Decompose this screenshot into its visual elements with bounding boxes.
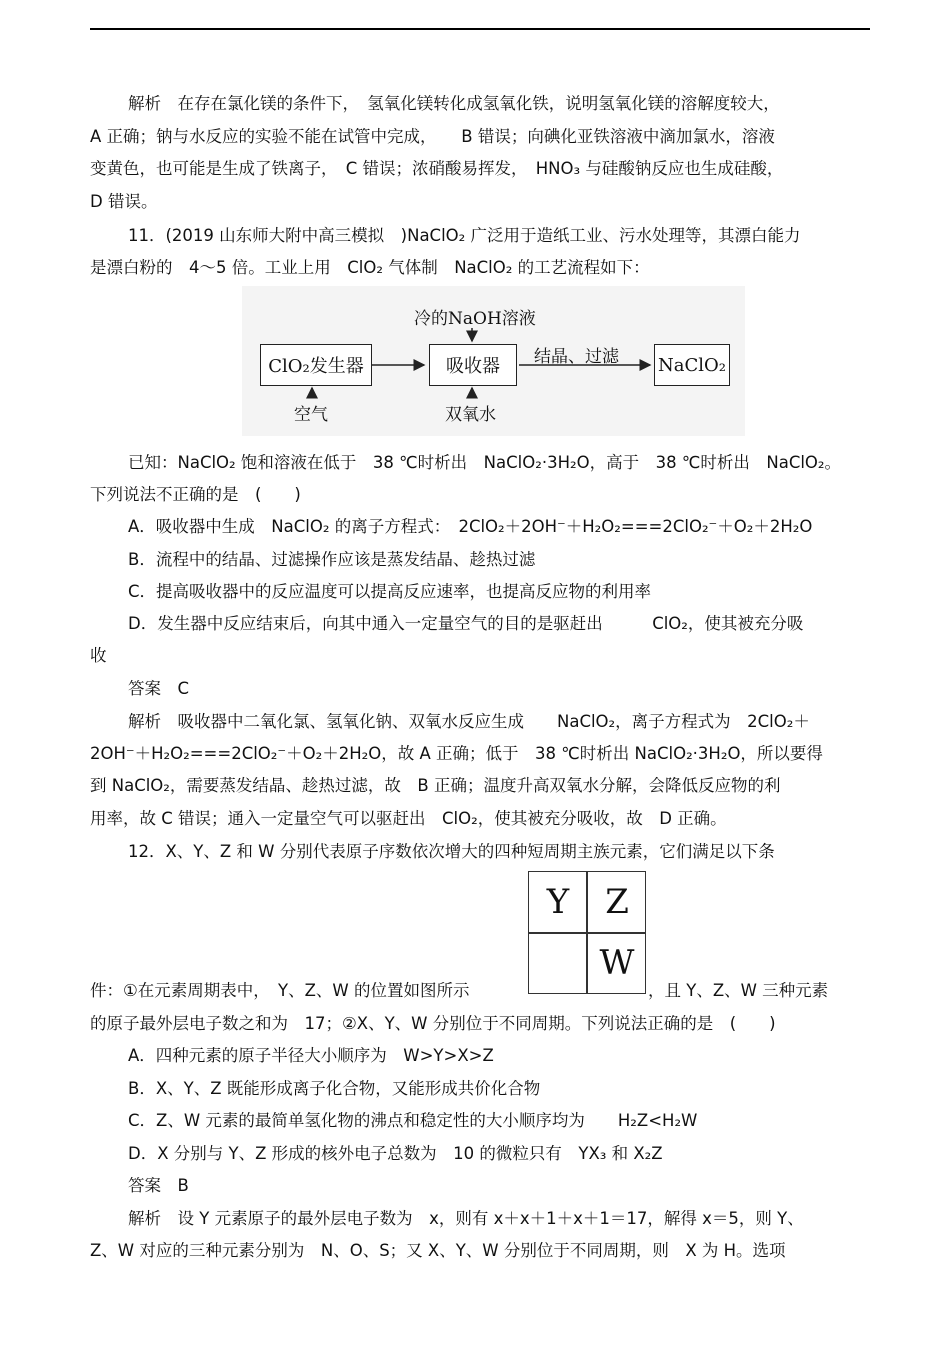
q11-stem-line-1: 11．(2019 山东师大附中高三模拟 )NaClO₂ 广泛用于造纸工业、污水处理等，其漂白能力 <box>128 226 801 245</box>
q11-option-d-line-2: 收 <box>90 646 107 665</box>
cell-z: Z <box>605 882 629 922</box>
q12-stem-line-2b: ，且 Y、Z、W 三种元素 <box>648 981 829 1000</box>
process-flow-diagram <box>242 286 745 436</box>
q11-analysis-line-1: 解析 吸收器中二氧化氯、氢氧化钠、双氧水反应生成 NaClO₂，离子方程式为 2ClO₂＋ <box>128 712 810 731</box>
q11-option-c: C．提高吸收器中的反应温度可以提高反应速率，也提高反应物的利用率 <box>128 582 652 601</box>
q11-stem-line-2: 是漂白粉的 4～5 倍。工业上用 ClO₂ 气体制 NaClO₂ 的工艺流程如下： <box>90 258 650 277</box>
cell-y: Y <box>546 882 570 922</box>
q11-answer: 答案 C <box>128 679 190 698</box>
q11-option-d-line-1: D．发生器中反应结束后，向其中通入一定量空气的目的是驱赶出 ClO₂，使其被充分吸 <box>128 614 804 633</box>
naclo2-product-box: NaClO₂ <box>654 344 730 386</box>
q10-analysis-line-1: 解析 在存在氯化镁的条件下， 氢氧化镁转化成氢氧化铁，说明氢氧化镁的溶解度较大， <box>128 94 780 113</box>
absorber-box: 吸收器 <box>429 344 517 386</box>
q12-option-a: A．四种元素的原子半径大小顺序为 W>Y>X>Z <box>128 1046 494 1065</box>
header-rule <box>90 28 870 30</box>
q11-analysis-line-2: 2OH⁻＋H₂O₂===2ClO₂⁻＋O₂＋2H₂O，故 A 正确；低于 38 ℃时析出 NaClO₂·3H₂O，所以要得 <box>90 744 823 763</box>
q11-known-line-1: 已知：NaClO₂ 饱和溶液在低于 38 ℃时析出 NaClO₂·3H₂O，高于 38 ℃时析出 NaClO₂。 <box>128 453 842 472</box>
q12-stem-line-3: 的原子最外层电子数之和为 17；②X、Y、W 分别位于不同周期。下列说法正确的是 ( ) <box>90 1014 776 1033</box>
q12-option-d: D．X 分别与 Y、Z 形成的核外电子总数为 10 的微粒只有 YX₃ 和 X₂Z <box>128 1144 663 1163</box>
q12-analysis-line-1: 解析 设 Y 元素原子的最外层电子数为 x，则有 x＋x＋1＋x＋1＝17，解得 x＝5，则 Y、 <box>128 1209 804 1228</box>
q11-option-a: A．吸收器中生成 NaClO₂ 的离子方程式： 2ClO₂＋2OH⁻＋H₂O₂===2ClO₂⁻＋O₂＋2H₂O <box>128 517 813 536</box>
q11-known-line-2: 下列说法不正确的是 ( ) <box>90 485 301 504</box>
q10-analysis-line-4: D 错误。 <box>90 192 158 211</box>
q11-analysis-line-4: 用率，故 C 错误；通入一定量空气可以驱赶出 ClO₂，使其被充分吸收，故 D 正确。 <box>90 809 727 828</box>
q12-stem-line-2a: 件：①在元素周期表中， Y、Z、W 的位置如图所示 <box>90 981 470 1000</box>
q10-analysis-line-3: 变黄色，也可能是生成了铁离子， C 错误；浓硝酸易挥发， HNO₃ 与硅酸钠反应也生成硅酸， <box>90 159 784 178</box>
periodic-table-fragment <box>528 871 646 994</box>
clo2-generator-box: ClO₂发生器 <box>260 344 372 386</box>
q12-analysis-line-2: Z、W 对应的三种元素分别为 N、O、S；又 X、Y、W 分别位于不同周期，则 X 为 H。选项 <box>90 1241 786 1260</box>
air-input-label: 空气 <box>294 405 328 425</box>
q11-analysis-line-3: 到 NaClO₂，需要蒸发结晶、趁热过滤，故 B 正确；温度升高双氧水分解，会降低反应物的利 <box>90 776 781 795</box>
naoh-input-label: 冷的NaOH溶液 <box>414 309 536 329</box>
q12-stem-line-1: 12．X、Y、Z 和 W 分别代表原子序数依次增大的四种短周期主族元素，它们满足以下条 <box>128 842 775 861</box>
h2o2-input-label: 双氧水 <box>445 405 496 425</box>
crystallize-filter-label: 结晶、过滤 <box>534 347 619 367</box>
q11-option-b: B．流程中的结晶、过滤操作应该是蒸发结晶、趁热过滤 <box>128 550 536 569</box>
q12-option-c: C．Z、W 元素的最简单氢化物的沸点和稳定性的大小顺序均为 H₂Z<H₂W <box>128 1111 698 1130</box>
q12-answer: 答案 B <box>128 1176 189 1195</box>
q10-analysis-line-2: A 正确；钠与水反应的实验不能在试管中完成， B 错误；向碘化亚铁溶液中滴加氯水，溶液 <box>90 127 775 146</box>
cell-w: W <box>599 943 635 983</box>
q12-option-b: B．X、Y、Z 既能形成离子化合物，又能形成共价化合物 <box>128 1079 541 1098</box>
